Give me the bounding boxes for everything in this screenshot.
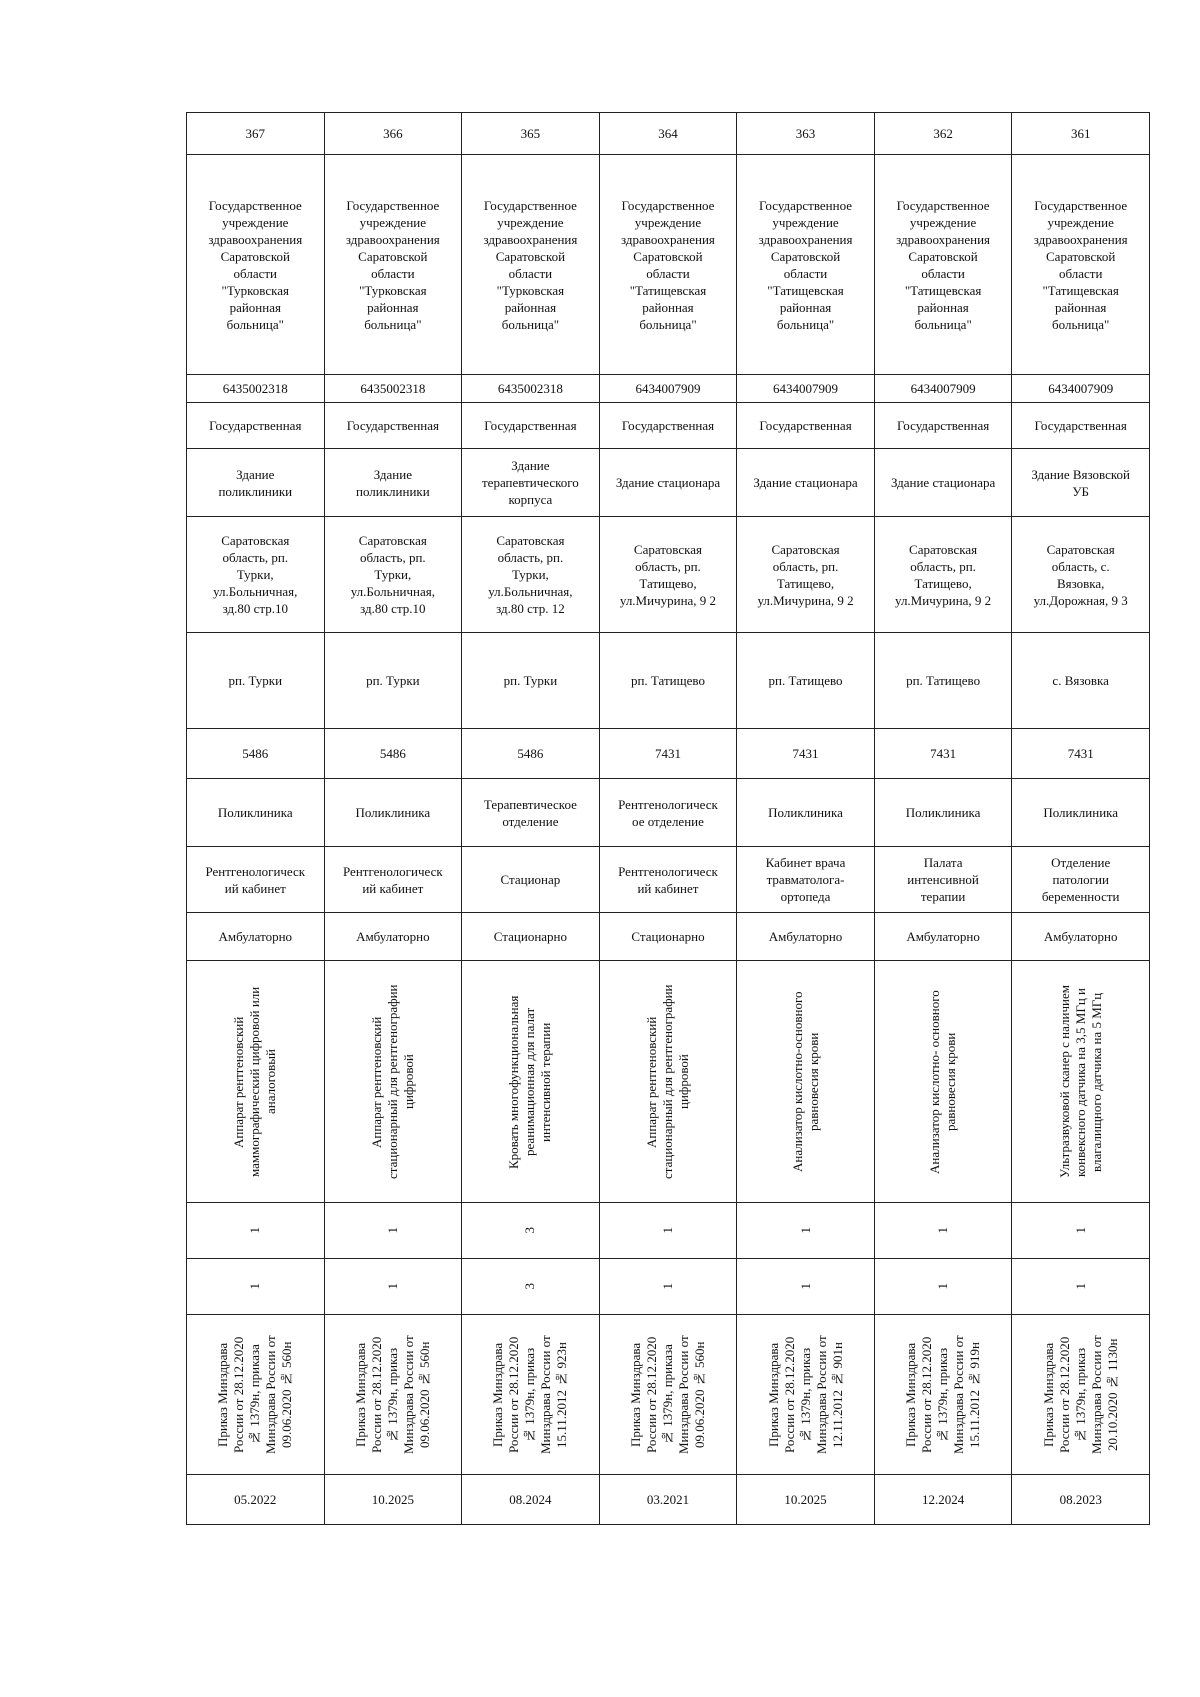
table-cell [462, 961, 600, 1203]
table-cell: Кабинет врача травматолога- ортопеда [737, 847, 875, 913]
table-cell [737, 961, 875, 1203]
table-cell: Здание стационара [737, 449, 875, 517]
table-cell: 6435002318 [324, 375, 462, 403]
table-cell: 08.2024 [462, 1475, 600, 1525]
table-row-qty1 [187, 1203, 1150, 1259]
table-cell [324, 1315, 462, 1475]
rotated-cell-text: Приказ Минздрава России от 28.12.2020 № 1379н, приказ Минздрава России от 09.06.2020 № 560н [352, 1335, 432, 1454]
table-cell: Государственная [324, 403, 462, 449]
rotated-cell-text: 1 [247, 1227, 263, 1234]
table-cell [462, 1203, 600, 1259]
table-cell: Саратовская область, с. Вязовка, ул.Дорожная, 9 3 [1012, 517, 1150, 633]
table-cell: Саратовская область, рп. Турки, ул.Больничная, зд.80 стр. 12 [462, 517, 600, 633]
table-cell: Стационарно [599, 913, 737, 961]
table-cell: 6434007909 [874, 375, 1012, 403]
table-cell [599, 961, 737, 1203]
rotated-cell-text: Приказ Минздрава России от 28.12.2020 № 1379н, приказ Минздрава России от 15.11.2012 № 923н [490, 1335, 570, 1454]
table-cell: Палата интенсивной терапии [874, 847, 1012, 913]
table-cell: 7431 [874, 729, 1012, 779]
table-cell: 03.2021 [599, 1475, 737, 1525]
table-cell [1012, 961, 1150, 1203]
rotated-cell-text: Аппарат рентгеновский стационарный для рентгенографии цифровой [643, 984, 691, 1179]
rotated-cell-text: 1 [797, 1227, 813, 1234]
table-cell: 6435002318 [187, 375, 325, 403]
table-cell: 6434007909 [1012, 375, 1150, 403]
table-cell: Государственная [737, 403, 875, 449]
table-cell: 6434007909 [599, 375, 737, 403]
rotated-cell-text: Приказ Минздрава России от 28.12.2020 № 1379н, приказ Минздрава России от 15.11.2012 № 919н [903, 1335, 983, 1454]
table-cell: Государственное учреждение здравоохранения Саратовской области "Татищевская районная больница" [1012, 155, 1150, 375]
table-cell [737, 1203, 875, 1259]
table-cell [1012, 1315, 1150, 1475]
table-cell: Здание поликлиники [187, 449, 325, 517]
rotated-cell-text: Приказ Минздрава России от 28.12.2020 № 1379н, приказ Минздрава России от 12.11.2012 № 901н [765, 1335, 845, 1454]
table-cell: 5486 [462, 729, 600, 779]
table-row-locality [187, 633, 1150, 729]
table-row-inn [187, 375, 1150, 403]
table-cell: 7431 [1012, 729, 1150, 779]
table-cell: рп. Татищево [599, 633, 737, 729]
table-cell: Стационарно [462, 913, 600, 961]
table-row-unit [187, 847, 1150, 913]
table-cell: Государственная [1012, 403, 1150, 449]
rotated-cell-text: Анализатор кислотно- основного равновесия крови [927, 989, 959, 1174]
table-row-date [187, 1475, 1150, 1525]
equipment-table [186, 112, 1150, 1525]
table-cell: рп. Турки [187, 633, 325, 729]
table-row-basis [187, 1315, 1150, 1475]
table-row-code [187, 729, 1150, 779]
table-cell: Государственная [462, 403, 600, 449]
table-cell: 367 [187, 113, 325, 155]
table-cell: рп. Татищево [737, 633, 875, 729]
table-cell [187, 1259, 325, 1315]
rotated-cell-text: 3 [522, 1227, 538, 1234]
table-cell: Саратовская область, рп. Турки, ул.Больничная, зд.80 стр.10 [324, 517, 462, 633]
table-cell [1012, 1203, 1150, 1259]
table-cell: 5486 [324, 729, 462, 779]
table-cell: Амбулаторно [737, 913, 875, 961]
table-row-institution [187, 155, 1150, 375]
table-cell: 05.2022 [187, 1475, 325, 1525]
table-cell [599, 1203, 737, 1259]
table-cell [737, 1315, 875, 1475]
table-cell: Государственная [187, 403, 325, 449]
table-cell: рп. Татищево [874, 633, 1012, 729]
rotated-cell-text: 1 [797, 1283, 813, 1290]
table-cell [737, 1259, 875, 1315]
table-cell: рп. Турки [462, 633, 600, 729]
table-cell [324, 1203, 462, 1259]
table-cell [187, 961, 325, 1203]
table-cell [874, 961, 1012, 1203]
rotated-cell-text: Аппарат рентгеновский маммографический цифровой или аналоговый [231, 986, 279, 1177]
table-row-ownership [187, 403, 1150, 449]
rotated-cell-text: 1 [1072, 1283, 1088, 1290]
table-cell: 6435002318 [462, 375, 600, 403]
rotated-cell-text: 1 [935, 1227, 951, 1234]
table-cell: Государственная [874, 403, 1012, 449]
table-cell: Рентгенологическ ий кабинет [324, 847, 462, 913]
rotated-cell-text: 1 [659, 1283, 675, 1290]
table-cell [187, 1315, 325, 1475]
table-cell: Рентгенологическ ое отделение [599, 779, 737, 847]
rotated-cell-text: 1 [1072, 1227, 1088, 1234]
rotated-cell-text: 1 [384, 1283, 400, 1290]
table-cell: 361 [1012, 113, 1150, 155]
rotated-cell-text: 3 [522, 1283, 538, 1290]
table-cell: Амбулаторно [324, 913, 462, 961]
table-cell: 5486 [187, 729, 325, 779]
table-cell: Поликлиника [324, 779, 462, 847]
table-cell: Поликлиника [1012, 779, 1150, 847]
table-cell: 6434007909 [737, 375, 875, 403]
table-row-equipment [187, 961, 1150, 1203]
table-cell: Государственная [599, 403, 737, 449]
table-cell: Здание терапевтического корпуса [462, 449, 600, 517]
equipment-table-page [186, 112, 1150, 1525]
table-cell: Государственное учреждение здравоохранения Саратовской области "Татищевская районная больница" [599, 155, 737, 375]
table-cell: Отделение патологии беременности [1012, 847, 1150, 913]
table-cell [874, 1259, 1012, 1315]
table-cell: Рентгенологическ ий кабинет [599, 847, 737, 913]
table-cell: Здание Вязовской УБ [1012, 449, 1150, 517]
table-cell: Амбулаторно [187, 913, 325, 961]
table-cell: 12.2024 [874, 1475, 1012, 1525]
rotated-cell-text: Приказ Минздрава России от 28.12.2020 № 1379н, приказа Минздрава России от 09.06.2020 № 560н [215, 1335, 295, 1454]
table-row-department [187, 779, 1150, 847]
table-cell: 7431 [737, 729, 875, 779]
table-cell: 362 [874, 113, 1012, 155]
table-cell: 08.2023 [1012, 1475, 1150, 1525]
rotated-cell-text: Приказ Минздрава России от 28.12.2020 № 1379н, приказ Минздрава России от 20.10.2020 № 1130н [1040, 1335, 1120, 1454]
table-cell: Государственное учреждение здравоохранения Саратовской области "Турковская районная больница" [324, 155, 462, 375]
table-row-number [187, 113, 1150, 155]
table-cell: Здание поликлиники [324, 449, 462, 517]
table-cell: 7431 [599, 729, 737, 779]
table-cell: Государственное учреждение здравоохранения Саратовской области "Турковская районная больница" [462, 155, 600, 375]
rotated-cell-text: Приказ Минздрава России от 28.12.2020 № 1379н, приказа Минздрава России от 09.06.2020 № 560н [627, 1335, 707, 1454]
table-cell [187, 1203, 325, 1259]
table-cell [324, 1259, 462, 1315]
table-cell: Поликлиника [187, 779, 325, 847]
table-cell [1012, 1259, 1150, 1315]
table-cell: Саратовская область, рп. Турки, ул.Больничная, зд.80 стр.10 [187, 517, 325, 633]
table-cell [874, 1203, 1012, 1259]
rotated-cell-text: 1 [659, 1227, 675, 1234]
table-cell [599, 1259, 737, 1315]
rotated-cell-text: 1 [384, 1227, 400, 1234]
table-cell: Поликлиника [737, 779, 875, 847]
table-row-care-form [187, 913, 1150, 961]
table-row-address [187, 517, 1150, 633]
rotated-cell-text: Аппарат рентгеновский стационарный для рентгенографии цифровой [368, 984, 416, 1179]
table-cell: 363 [737, 113, 875, 155]
table-cell [462, 1315, 600, 1475]
rotated-cell-text: Ультразвуковой сканер с наличием конвексного датчика на 3,5 МГц и влагалищного датчика на 5 МГц [1056, 985, 1104, 1178]
table-cell: Саратовская область, рп. Татищево, ул.Мичурина, 9 2 [874, 517, 1012, 633]
table-cell: Рентгенологическ ий кабинет [187, 847, 325, 913]
table-row-qty2 [187, 1259, 1150, 1315]
rotated-cell-text: Кровать многофункциональная реанимационная для палат интенсивной терапии [506, 994, 554, 1169]
table-cell: 366 [324, 113, 462, 155]
table-cell: Стационар [462, 847, 600, 913]
table-cell: с. Вязовка [1012, 633, 1150, 729]
table-cell: 365 [462, 113, 600, 155]
table-cell: 364 [599, 113, 737, 155]
table-cell: рп. Турки [324, 633, 462, 729]
table-cell: Терапевтическое отделение [462, 779, 600, 847]
table-cell [324, 961, 462, 1203]
table-cell: Здание стационара [874, 449, 1012, 517]
rotated-cell-text: Анализатор кислотно-основного равновесия крови [789, 991, 821, 1172]
table-cell: Амбулаторно [1012, 913, 1150, 961]
table-cell [599, 1315, 737, 1475]
table-cell: Амбулаторно [874, 913, 1012, 961]
table-cell [874, 1315, 1012, 1475]
table-cell: Саратовская область, рп. Татищево, ул.Мичурина, 9 2 [737, 517, 875, 633]
table-cell: 10.2025 [324, 1475, 462, 1525]
table-cell: Здание стационара [599, 449, 737, 517]
table-cell: Государственное учреждение здравоохранения Саратовской области "Турковская районная больница" [187, 155, 325, 375]
table-cell: Государственное учреждение здравоохранения Саратовской области "Татищевская районная больница" [737, 155, 875, 375]
rotated-cell-text: 1 [247, 1283, 263, 1290]
rotated-cell-text: 1 [935, 1283, 951, 1290]
table-cell: Саратовская область, рп. Татищево, ул.Мичурина, 9 2 [599, 517, 737, 633]
table-cell: Поликлиника [874, 779, 1012, 847]
table-row-building [187, 449, 1150, 517]
table-cell: 10.2025 [737, 1475, 875, 1525]
table-cell [462, 1259, 600, 1315]
table-cell: Государственное учреждение здравоохранения Саратовской области "Татищевская районная больница" [874, 155, 1012, 375]
